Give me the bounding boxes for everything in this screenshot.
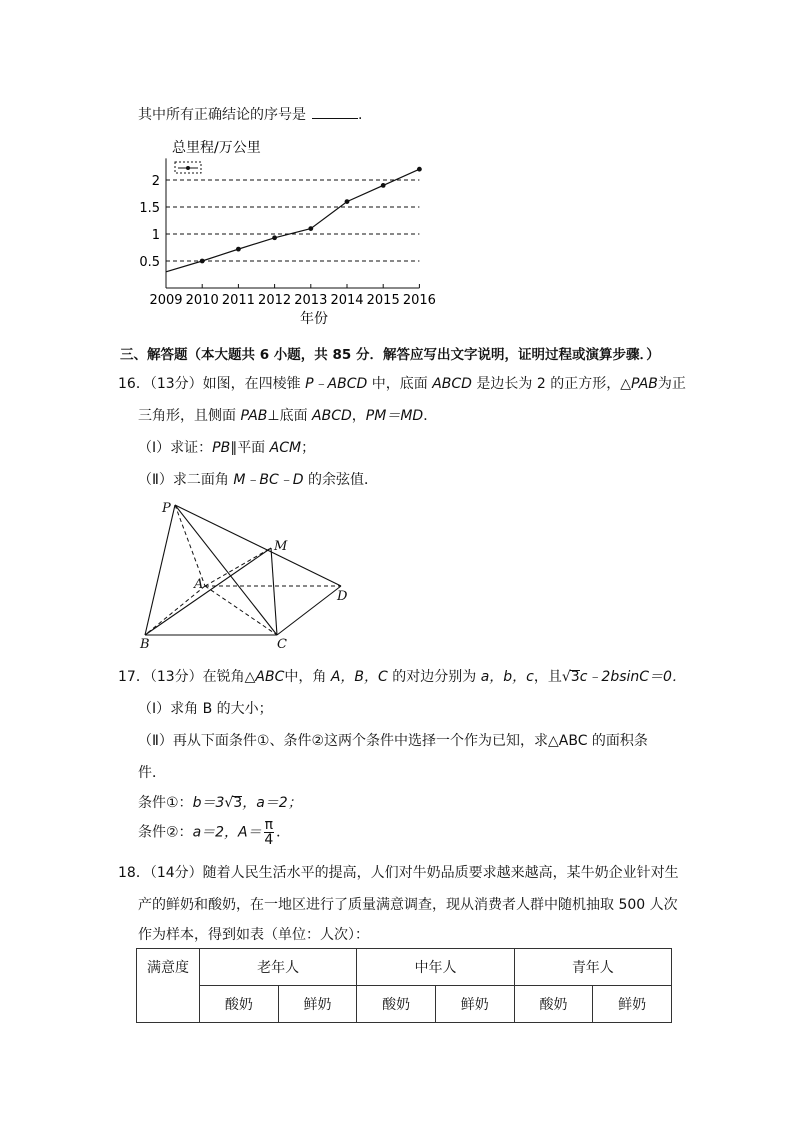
edge-PC (175, 505, 277, 635)
y-tick-label: 1 (151, 228, 160, 243)
table-subheader-row (137, 986, 672, 1023)
section-heading: 三、解答题（本大题共 6 小题，共 85 分．解答应写出文字说明，证明过程或演算步骤．） (120, 347, 660, 363)
edge-PB (145, 505, 175, 635)
q15-text: 其中所有正确结论的序号是 (138, 107, 306, 123)
x-tick-label: 2013 (294, 293, 328, 308)
table-subheader: 鲜奶 (593, 986, 672, 1023)
x-tick-label: 2012 (258, 293, 292, 308)
q17-condition-1: 条件①：b＝3√3，a＝2； (138, 795, 302, 811)
dashed-AM (205, 548, 271, 586)
table-subheader: 酸奶 (200, 986, 279, 1023)
label-D: D (337, 589, 348, 604)
table-group: 老年人 (200, 949, 357, 986)
q16-stem-line2: 三角形，且侧面 PAB⊥底面 ABCD，PM＝MD． (138, 408, 438, 424)
q17-part2-line2: 件． (138, 765, 166, 781)
q17-part1: （Ⅰ）求角 B 的大小； (138, 701, 273, 717)
q18-line3: 作为样本，得到如表（单位：人次）： (138, 927, 369, 943)
table-group: 中年人 (357, 949, 514, 986)
table-subheader: 鲜奶 (278, 986, 357, 1023)
table-subheader: 鲜奶 (435, 986, 514, 1023)
table-group: 青年人 (514, 949, 671, 986)
label-P: P (162, 501, 171, 516)
legend (175, 162, 201, 173)
edge-MB (145, 548, 271, 635)
x-tick-label: 2014 (330, 293, 364, 308)
fraction-pi-over-4: $\frac{\pi}{4}$ (264, 817, 274, 848)
y-tick-label: 2 (151, 174, 160, 189)
data-point (381, 183, 386, 188)
q18-line1: 18．（14分）随着人民生活水平的提高，人们对牛奶品质要求越来越高，某牛奶企业针对生 (118, 865, 679, 881)
q16-stem-line1: 16．（13分）如图，在四棱锥 P﹣ABCD 中，底面 ABCD 是边长为 2 的正方形，△PAB为正 (118, 376, 686, 392)
chart-series (166, 167, 422, 272)
y-tick-label: 0.5 (139, 255, 160, 270)
x-axis-label: 年份 (300, 311, 328, 327)
label-M: M (274, 539, 288, 554)
series-line (166, 169, 419, 272)
data-point (417, 167, 422, 172)
data-point (200, 259, 205, 264)
chart-title: 总里程/万公里 (172, 140, 261, 156)
dashed-AB (145, 586, 205, 635)
q17-stem: 17．（13分）在锐角△ABC中，角 A，B，C 的对边分别为 a，b，c，且√3c﹣2bsinC＝0． (118, 669, 686, 685)
satisfaction-table (136, 948, 672, 1023)
answer-blank (312, 106, 358, 119)
table-subheader: 酸奶 (514, 986, 593, 1023)
edge-PD (175, 505, 341, 586)
x-tick-label: 2016 (402, 293, 436, 308)
dashed-PA (175, 505, 205, 586)
x-tick-label: 2010 (185, 293, 219, 308)
q17-part2-line1: （Ⅱ）再从下面条件①、条件②这两个条件中选择一个作为已知，求△ABC 的面积条 (138, 733, 648, 749)
q16-part1: （Ⅰ）求证：PB∥平面 ACM； (138, 440, 316, 456)
label-A: A (194, 577, 204, 592)
chart-grid (166, 180, 419, 261)
q16-part2: （Ⅱ）求二面角 M﹣BC﹣D 的余弦值． (138, 472, 379, 488)
label-C: C (277, 637, 287, 652)
q15-conclusion-prompt: 其中所有正确结论的序号是 . (138, 107, 363, 123)
q17-condition-2: 条件②：a＝2，A＝ $\frac{\pi}{4}$ ． (138, 817, 291, 848)
edge-MC (271, 548, 277, 635)
chart-axes (139, 158, 436, 308)
x-tick-label: 2009 (149, 293, 183, 308)
data-point (308, 226, 313, 231)
edge-CD (277, 586, 341, 635)
x-tick-label: 2011 (221, 293, 255, 308)
table-header-row (137, 949, 672, 986)
legend-box (175, 162, 201, 173)
x-tick-label: 2015 (366, 293, 400, 308)
table-corner: 满意度 (137, 949, 200, 1023)
data-point (236, 247, 241, 252)
data-point (345, 199, 350, 204)
y-tick-label: 1.5 (139, 201, 160, 216)
dashed-AC (205, 586, 277, 635)
data-point (272, 235, 277, 240)
label-B: B (140, 637, 150, 652)
q18-line2: 产的鲜奶和酸奶，在一地区进行了质量满意调查，现从消费者人群中随机抽取 500 人次 (138, 897, 678, 913)
legend-marker (186, 166, 190, 170)
table-subheader: 酸奶 (357, 986, 436, 1023)
